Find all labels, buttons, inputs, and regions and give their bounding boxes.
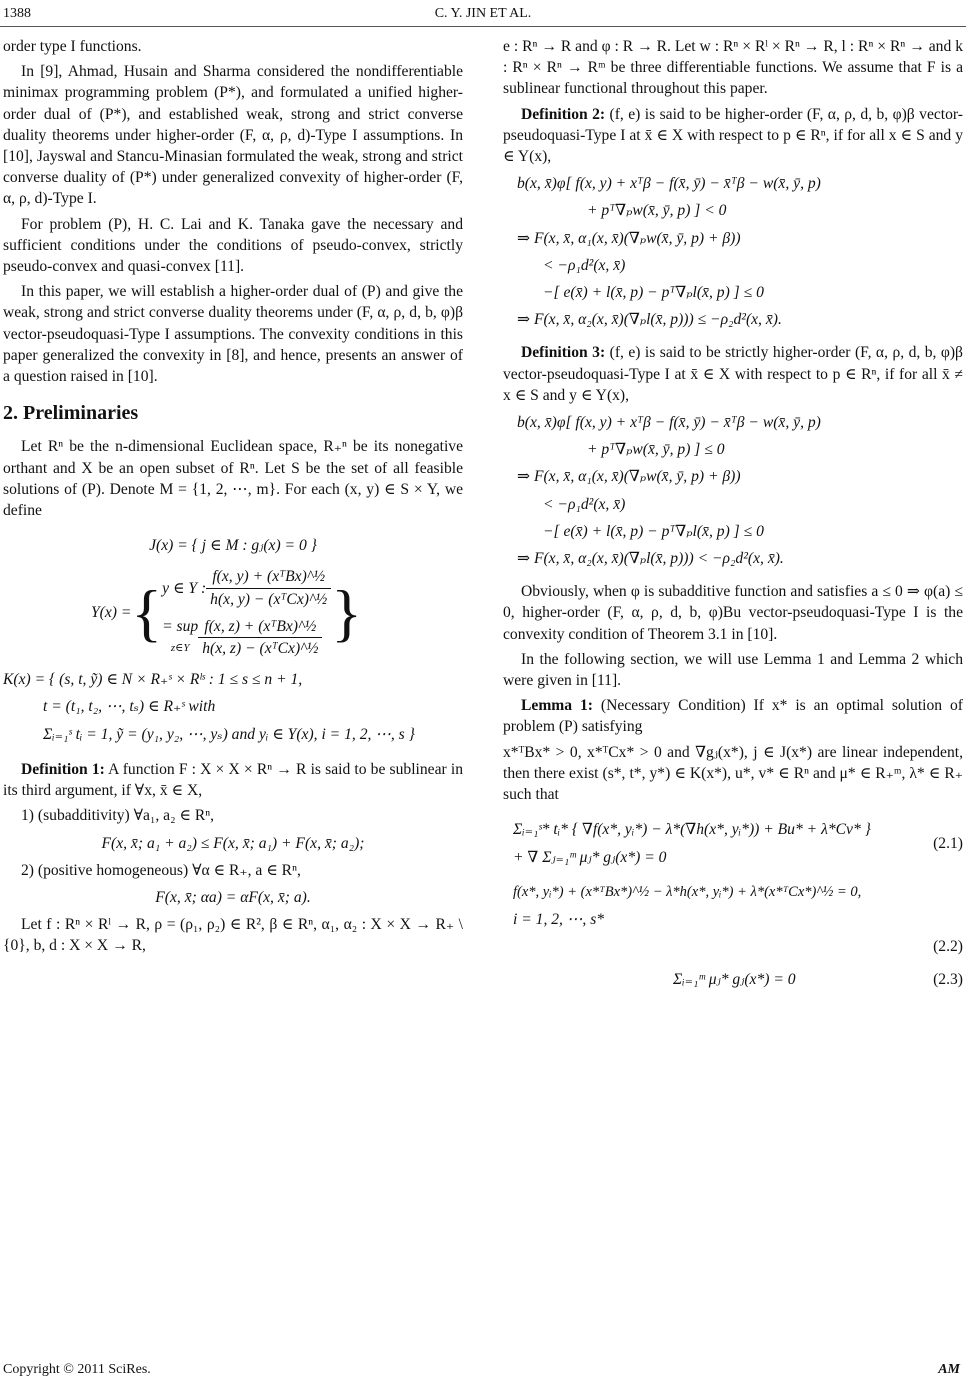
numerator: f(x, y) + (xᵀBx)^½: [206, 566, 331, 588]
eq23-line: Σᵢ₌₁ᵐ μⱼ* gⱼ(x*) = 0: [673, 971, 796, 989]
def2-line-3: ⇒ F(x, x̄, α₁(x, x̄)(∇ₚw(x̄, ȳ, p) + β)): [517, 229, 741, 247]
running-title: C. Y. JIN ET AL.: [434, 6, 532, 21]
eq-Y-set: y ∈ Y :: [162, 579, 207, 597]
subadditivity: 1) (subadditivity) ∀a₁, a₂ ∈ Rⁿ,: [21, 807, 215, 825]
subadditivity-equation: F(x, x̄; a₁ + a₂) ≤ F(x, x̄; a₁) + F(x, x̄; a₂);: [101, 834, 365, 852]
def2-line-4: < −ρ₁d²(x, x̄): [543, 256, 626, 274]
left-brace: {: [131, 577, 163, 649]
equation-sum: Σᵢ₌₁ˢ tᵢ = 1, ỹ = (y₁, y₂, ⋯, yₛ) and yᵢ ∈ Y(x), i = 1, 2, ⋯, s }: [43, 725, 415, 743]
eq-Y-lhs: Y(x) =: [91, 604, 132, 622]
def2-line-2: + pᵀ∇ₚw(x̄, ȳ, p) ] < 0: [587, 202, 727, 220]
definition-3-text: (f, e) is said to be strictly higher-order (F, α, ρ, d, b, φ)β vector-pseudoquasi-Type I at x̄ ∈ X with respect to p ∈ Rⁿ, if for all x̄ ≠ x ∈ S and y ∈ Y(x),: [503, 344, 963, 404]
denominator: h(x, z) − (xᵀCx)^½: [202, 640, 319, 658]
homogeneous-equation: F(x, x̄; αa) = αF(x, x̄; a).: [155, 888, 311, 906]
equation-Y: [91, 566, 463, 659]
lemma-1-conditions: x*ᵀBx* > 0, x*ᵀCx* > 0 and ∇gⱼ(x*), j ∈ J(x*) are linear independent, then there exist (s*, t*, y*) ∈ K(x*), u*, v* ∈ Rⁿ and μ* ∈ R₊ᵐ, λ* ∈ R₊ such that: [503, 743, 963, 804]
def2-line-5: −[ e(x̄) + l(x̄, p) − pᵀ∇ₚl(x̄, p) ] ≤ 0: [543, 284, 764, 302]
right-brace: }: [331, 577, 362, 649]
section-heading: 2. Preliminaries: [3, 402, 139, 425]
equation-number: (2.3): [933, 971, 963, 989]
paragraph: e : Rⁿ → R and φ : R → R. Let w : Rⁿ × Rˡ × Rⁿ → R, l : Rⁿ × Rⁿ → and k : Rⁿ × Rⁿ → Rᵐ be three differentiable functions. We assume that F is a sublinear functional throughout this paper.: [503, 38, 963, 98]
equation-number: (2.1): [933, 834, 963, 852]
definition-1-label: Definition 1:: [21, 760, 105, 778]
def2-line-1: b(x, x̄)φ[ f(x, y) + xᵀβ − f(x̄, ȳ) − x̄ᵀβ − w(x̄, ȳ, p): [517, 175, 821, 193]
lemma-1-label: Lemma 1:: [521, 697, 593, 715]
header-rule: [0, 26, 966, 27]
paragraph: Let f : Rⁿ × Rˡ → R, ρ = (ρ₁, ρ₂) ∈ R², β ∈ Rⁿ, α₁, α₂ : X × X → R₊ \ {0}, b, d : X × X → R,: [3, 916, 463, 955]
fraction: [198, 616, 322, 659]
definition-3-label: Definition 3:: [521, 344, 606, 362]
page-number: 1388: [3, 6, 31, 21]
sup-subscript: z∈Y: [170, 641, 190, 654]
left-column: [3, 36, 463, 961]
sup-operator: = sup: [162, 618, 199, 636]
paragraph: Obviously, when φ is subadditive function and satisfies a ≤ 0 ⇒ φ(a) ≤ 0, higher-order (F, α, ρ, d, b, φ)Bu vector-pseudoquasi-Type I is the convexity condition of Theorem 3.1 in [10].: [503, 583, 963, 643]
def3-line-5: −[ e(x̄) + l(x̄, p) − pᵀ∇ₚl(x̄, p) ] ≤ 0: [543, 522, 764, 540]
journal-abbrev: AM: [938, 1362, 960, 1377]
paragraph: In this paper, we will establish a higher-order dual of (P) and give the weak, strong and strict converse duality theorems under (F, α, ρ, d, b, φ)β vector-pseudoquasi-Type I assumptions. The convexity conditions in this paper generalized the convexity in [8], and hence, presents an answer of a question raised in [10].: [3, 283, 463, 386]
eq21-line-1: Σᵢ₌₁ˢ* tᵢ* { ∇f(x*, yᵢ*) − λ*(∇h(x*, yᵢ*)) + Bu* + λ*Cv* }: [513, 821, 871, 839]
equation-t: t = (t₁, t₂, ⋯, tₛ) ∈ R₊ˢ with: [43, 698, 216, 716]
def3-line-4: < −ρ₁d²(x, x̄): [543, 495, 626, 513]
paragraph: Let Rⁿ be the n-dimensional Euclidean space, R₊ⁿ be its nonegative orthant and X be an open subset of Rⁿ. Let S be the set of all feasible solutions of (P). Denote M = {1, 2, ⋯, m}. For each (x, y) ∈ S × Y, we define: [3, 438, 463, 520]
paragraph: For problem (P), H. C. Lai and K. Tanaka gave the necessary and sufficient conditions under the conditions of pseudo-convex, strictly pseudo-convex and quasi-convex [11].: [3, 215, 463, 276]
def3-line-2: + pᵀ∇ₚw(x̄, ȳ, p) ] ≤ 0: [587, 441, 725, 459]
eq22-line-2: i = 1, 2, ⋯, s*: [513, 910, 605, 928]
paragraph: In the following section, we will use Lemma 1 and Lemma 2 which were given in [11].: [503, 650, 963, 690]
equation-2-3: [503, 963, 963, 996]
def3-line-6: ⇒ F(x, x̄, α₂(x, x̄)(∇ₚl(x̄, p))) < −ρ₂d²(x, x̄).: [517, 550, 784, 568]
def3-line-3: ⇒ F(x, x̄, α₁(x, x̄)(∇ₚw(x̄, ȳ, p) + β)): [517, 468, 741, 486]
right-column: [503, 36, 963, 997]
copyright: Copyright © 2011 SciRes.: [3, 1362, 151, 1377]
equation-K: K(x) = { (s, t, ỹ) ∈ N × R₊ˢ × Rˡˢ : 1 ≤ s ≤ n + 1,: [3, 671, 303, 689]
equation-2-1: [503, 813, 963, 873]
equation-J: J(x) = { j ∈ M : gⱼ(x) = 0 }: [149, 537, 317, 555]
eq21-line-2: + ∇ Σⱼ₌₁ᵐ μⱼ* gⱼ(x*) = 0: [513, 848, 667, 866]
definition-1-text: A function F : X × X × Rⁿ → R is said to be sublinear in its third argument, if ∀x, x̄ ∈ X,: [3, 760, 463, 800]
paragraph: In [9], Ahmad, Husain and Sharma considered the nondifferentiable minimax programming problem (P*), and formulated a unified higher-order dual of (P*), and established weak, strong and strict converse duality theorems under higher-order (F, α, ρ, d)-Type I assumptions. In [10], Jayswal and Stancu-Minasian formulated the weak, strong and strict converse duality of (P*) under generalized convexity of higher-order (F, α, ρ, d)-Type I.: [3, 63, 463, 208]
positive-homogeneous: 2) (positive homogeneous) ∀α ∈ R₊, a ∈ Rⁿ,: [21, 861, 301, 879]
definition-2-label: Definition 2:: [521, 105, 606, 123]
numerator: f(x, z) + (xᵀBx)^½: [198, 616, 322, 638]
paragraph: order type I functions.: [3, 38, 142, 55]
def2-line-6: ⇒ F(x, x̄, α₂(x, x̄)(∇ₚl(x̄, p))) ≤ −ρ₂d²(x, x̄).: [517, 311, 782, 329]
equation-number: (2.2): [933, 938, 963, 956]
def3-line-1: b(x, x̄)φ[ f(x, y) + xᵀβ − f(x̄, ȳ) − x̄ᵀβ − w(x̄, ȳ, p): [517, 414, 821, 432]
definition-2-text: (f, e) is said to be higher-order (F, α, ρ, d, b, φ)β vector-pseudoquasi-Type I at x̄ ∈ X with respect to p ∈ Rⁿ, if for all x ∈ S and y ∈ Y(x),: [503, 105, 963, 166]
lemma-1-text: (Necessary Condition) If x* is an optimal solution of problem (P) satisfying: [503, 697, 963, 736]
denominator: h(x, y) − (xᵀCx)^½: [210, 590, 328, 608]
equation-2-2: [503, 882, 963, 958]
fraction: [206, 566, 331, 609]
eq22-line-1: f(x*, yᵢ*) + (x*ᵀBx*)^½ − λ*h(x*, yᵢ*) + λ*(x*ᵀCx*)^½ = 0,: [513, 883, 862, 900]
